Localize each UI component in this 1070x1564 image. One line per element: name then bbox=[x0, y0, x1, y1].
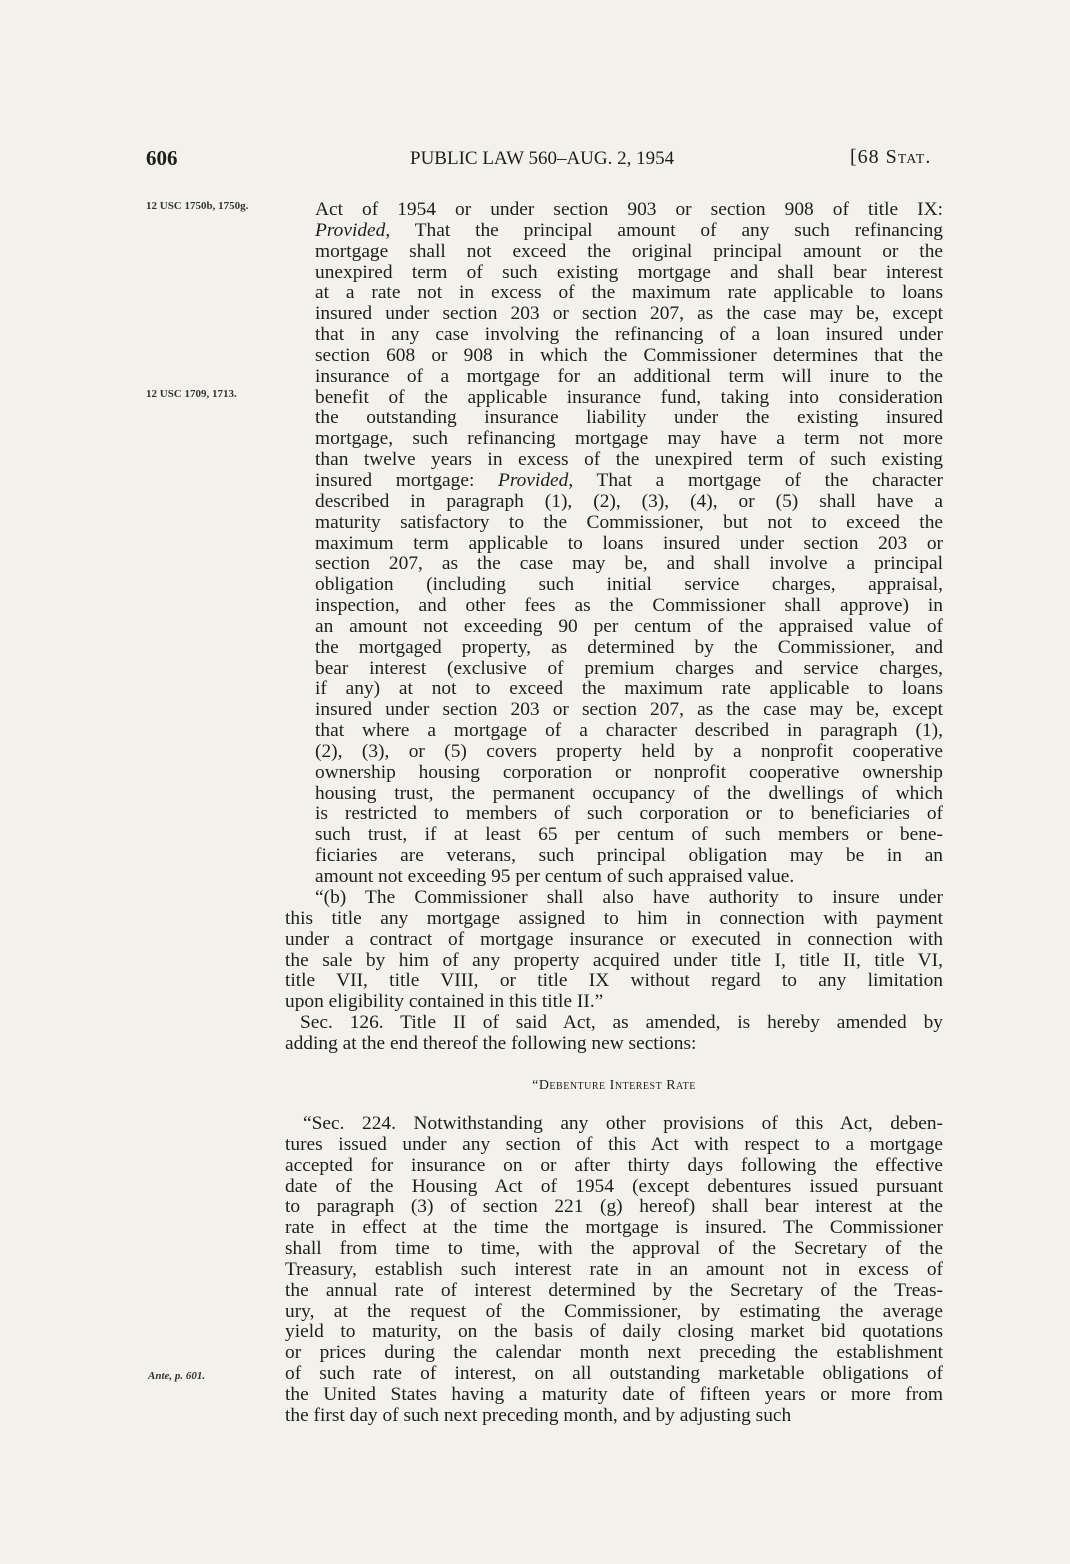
text-line: described in paragraph (1), (2), (3), (4), or (5) shall have a bbox=[315, 490, 943, 512]
text-line: accepted for insurance on or after thirty days following the effective bbox=[285, 1154, 943, 1176]
page-number: 606 bbox=[146, 146, 178, 170]
paragraph-b bbox=[285, 888, 943, 1013]
section-heading: “Debenture Interest Rate bbox=[532, 1078, 696, 1093]
text-line: “Sec. 224. Notwithstanding any other provisions of this Act, deben- bbox=[303, 1113, 943, 1134]
text-line: “(b) The Commissioner shall also have authority to insure under bbox=[315, 887, 943, 908]
text-line: the United States having a maturity date of fifteen years or more from bbox=[285, 1383, 943, 1405]
text-line: inspection, and other fees as the Commissioner shall approve) in bbox=[315, 595, 943, 617]
text-line: adding at the end thereof the following new sections: bbox=[285, 1032, 697, 1054]
text-line: section 608 or 908 in which the Commissioner determines that the bbox=[315, 344, 943, 366]
text-line: if any) at not to exceed the maximum rate applicable to loans bbox=[315, 678, 943, 700]
text-line: the mortgaged property, as determined by the Commissioner, and bbox=[315, 636, 943, 658]
text-line: housing trust, the permanent occupancy of the dwellings of which bbox=[315, 782, 943, 804]
section-224 bbox=[285, 1114, 943, 1427]
text-line: bear interest (exclusive of premium charges and service charges, bbox=[315, 657, 943, 679]
text-line: ficiaries are veterans, such principal obligation may be in an bbox=[315, 845, 943, 867]
text-line: section 207, as the case may be, and shall involve a principal bbox=[315, 553, 943, 575]
text-line: Treasury, establish such interest rate in an amount not in excess of bbox=[285, 1258, 943, 1280]
text-line: maximum term applicable to loans insured under section 203 or bbox=[315, 532, 943, 554]
text-line: the outstanding insurance liability under the existing insured bbox=[315, 407, 943, 429]
running-head: PUBLIC LAW 560–AUG. 2, 1954 bbox=[410, 148, 675, 169]
text-line: ownership housing corporation or nonprofit cooperative ownership bbox=[315, 761, 943, 783]
text-line: is restricted to members of such corporation or to beneficiaries of bbox=[315, 803, 943, 825]
text-line: amount not exceeding 95 per centum of such appraised value. bbox=[315, 866, 795, 887]
text-line: or prices during the calendar month next preceding the establishment bbox=[285, 1342, 943, 1364]
text-line: the sale by him of any property acquired under title I, title II, title VI, bbox=[285, 949, 943, 971]
text-line: yield to maturity, on the basis of daily closing market bid quotations bbox=[285, 1321, 943, 1343]
text-line: insured under section 203 or section 207, as the case may be, except bbox=[315, 303, 943, 325]
text-line: that in any case involving the refinancing of a loan insured under bbox=[315, 324, 943, 346]
text-line: such trust, if at least 65 per centum of such members or bene- bbox=[315, 824, 943, 846]
italic-text: Provided bbox=[315, 219, 386, 241]
text-segment: insured mortgage: bbox=[315, 469, 498, 491]
text-line: shall from time to time, with the approval of the Secretary of the bbox=[285, 1238, 943, 1260]
text-line: upon eligibility contained in this title II.” bbox=[285, 991, 604, 1013]
text-line: (2), (3), or (5) covers property held by a nonprofit cooperative bbox=[315, 740, 943, 762]
text-line: rate in effect at the time the mortgage is insured. The Commissioner bbox=[285, 1217, 943, 1239]
text-line: mortgage shall not exceed the original principal amount or the bbox=[315, 240, 943, 262]
text-line: insurance of a mortgage for an additional term will inure to the bbox=[315, 365, 943, 387]
text-line: an amount not exceeding 90 per centum of the appraised value of bbox=[315, 615, 943, 637]
text-line: of such rate of interest, on all outstanding marketable obligations of bbox=[285, 1363, 943, 1385]
text-line: this title any mortgage assigned to him in connection with payment bbox=[285, 907, 943, 929]
text-line: unexpired term of such existing mortgage and shall bear interest bbox=[315, 261, 943, 283]
text-line bbox=[315, 471, 943, 492]
text-line bbox=[315, 221, 943, 242]
text-line: at a rate not in excess of the maximum rate applicable to loans bbox=[315, 282, 943, 304]
text-line: ury, at the request of the Commissioner, by estimating the average bbox=[285, 1300, 943, 1322]
text-line: insured under section 203 or section 207, as the case may be, except bbox=[315, 699, 943, 721]
text-segment: , That a mortgage of the character bbox=[568, 469, 943, 491]
text-line: obligation (including such initial service charges, appraisal, bbox=[315, 574, 943, 596]
text-line: Sec. 126. Title II of said Act, as amended, is hereby amended by bbox=[300, 1012, 943, 1033]
text-line: mortgage, such refinancing mortgage may have a term not more bbox=[315, 428, 943, 450]
text-line: date of the Housing Act of 1954 (except debentures issued pursuant bbox=[285, 1175, 943, 1197]
text-line: that where a mortgage of a character described in paragraph (1), bbox=[315, 720, 943, 742]
section-126 bbox=[285, 1013, 943, 1055]
text-line: Act of 1954 or under section 903 or section 908 of title IX: bbox=[315, 199, 943, 220]
text-line: the first day of such next preceding month, and by adjusting such bbox=[285, 1404, 792, 1426]
text-line: maturity satisfactory to the Commissioner, but not to exceed the bbox=[315, 511, 943, 533]
statute-reference bbox=[850, 146, 931, 169]
text-line: to paragraph (3) of section 221 (g) hereof) shall bear interest at the bbox=[285, 1196, 943, 1218]
text-line: the annual rate of interest determined by the Secretary of the Treas- bbox=[285, 1279, 943, 1301]
text-line: under a contract of mortgage insurance or executed in connection with bbox=[285, 928, 943, 950]
margin-note: 12 USC 1709, 1713. bbox=[146, 388, 237, 400]
margin-note: Ante, p. 601. bbox=[148, 1370, 206, 1382]
margin-note: 12 USC 1750b, 1750g. bbox=[146, 200, 249, 212]
stat-ref-text: [68 Stat. bbox=[850, 146, 932, 168]
text-line: tures issued under any section of this Act with respect to a mortgage bbox=[285, 1133, 943, 1155]
text-line: benefit of the applicable insurance fund, taking into consideration bbox=[315, 386, 943, 408]
text-line: than twelve years in excess of the unexpired term of such existing bbox=[315, 449, 943, 471]
text-line: title VII, title VIII, or title IX without regard to any limitation bbox=[285, 970, 943, 992]
paragraph-refinancing bbox=[315, 200, 943, 888]
italic-text: Provided bbox=[498, 469, 569, 491]
text-segment: , That the principal amount of any such refinancing bbox=[385, 219, 943, 241]
